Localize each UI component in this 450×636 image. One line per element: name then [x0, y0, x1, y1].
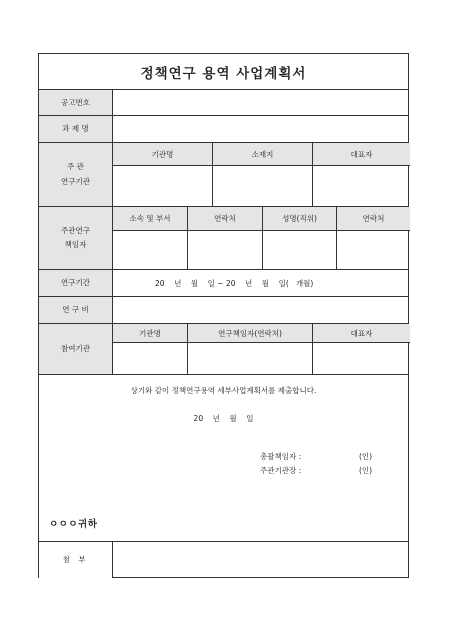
- researcher-header-dept: 소속 및 부서: [113, 207, 188, 231]
- researcher-header-name: 성명(직위): [263, 207, 337, 231]
- partner-name-field[interactable]: [113, 343, 188, 374]
- label-budget: 연 구 비: [39, 297, 113, 323]
- label-lead-org-line2: 연구기관: [61, 176, 90, 186]
- partner-rep-field[interactable]: [313, 343, 410, 374]
- partner-header-name: 기관명: [113, 324, 188, 343]
- lead-org-header-rep: 대표자: [313, 143, 410, 166]
- label-lead-org-line1: 주 관: [67, 162, 84, 172]
- attachment-field[interactable]: [113, 542, 410, 578]
- period-text[interactable]: 20 년 월 일 ~ 20 년 월 일( 개월): [155, 279, 314, 288]
- lead-org-header-location: 소재지: [213, 143, 313, 166]
- addressee: ㅇㅇㅇ귀하: [49, 519, 98, 530]
- label-attachment: 첨 부: [39, 542, 113, 578]
- label-project-name: 과 제 명: [39, 116, 113, 143]
- label-partner-org: 참여기관: [39, 324, 113, 374]
- lead-org-header-name: 기관명: [113, 143, 213, 166]
- label-lead-researcher-line1: 주관연구: [61, 225, 90, 235]
- lead-org-rep-field[interactable]: [313, 166, 410, 206]
- partner-header-researcher: 연구책임자(연락처): [188, 324, 313, 343]
- lead-org-name-field[interactable]: [113, 166, 213, 206]
- partner-header-rep: 대표자: [313, 324, 410, 343]
- researcher-name-field[interactable]: [263, 231, 337, 269]
- researcher-contact2-field[interactable]: [337, 231, 410, 269]
- project-name-field[interactable]: [113, 116, 410, 143]
- form-title: 정책연구 용역 사업계획서: [39, 54, 408, 90]
- notice-number-field[interactable]: [113, 90, 410, 116]
- label-lead-org: [39, 143, 113, 206]
- seal-chief[interactable]: (인): [359, 452, 373, 461]
- seal-head[interactable]: (인): [359, 466, 373, 475]
- researcher-contact-field[interactable]: [188, 231, 263, 269]
- label-period: 연구기간: [39, 270, 113, 296]
- label-notice-number: 공고번호: [39, 90, 113, 116]
- proposal-form: [38, 53, 409, 578]
- signature-label-head: 주관기관장 :: [260, 466, 302, 475]
- label-lead-researcher: [39, 207, 113, 269]
- statement-text: 상기와 같이 정책연구용역 세부사업계획서를 제출합니다.: [130, 386, 317, 395]
- partner-researcher-field[interactable]: [188, 343, 313, 374]
- researcher-dept-field[interactable]: [113, 231, 188, 269]
- label-lead-researcher-line2: 책임자: [64, 240, 87, 249]
- researcher-header-contact2: 연락처: [337, 207, 410, 231]
- researcher-header-contact: 연락처: [188, 207, 263, 231]
- lead-org-location-field[interactable]: [213, 166, 313, 206]
- budget-field[interactable]: [113, 297, 410, 323]
- signature-label-chief: 총괄책임자 :: [260, 452, 302, 461]
- date-line[interactable]: 20 년 월 일: [193, 414, 254, 423]
